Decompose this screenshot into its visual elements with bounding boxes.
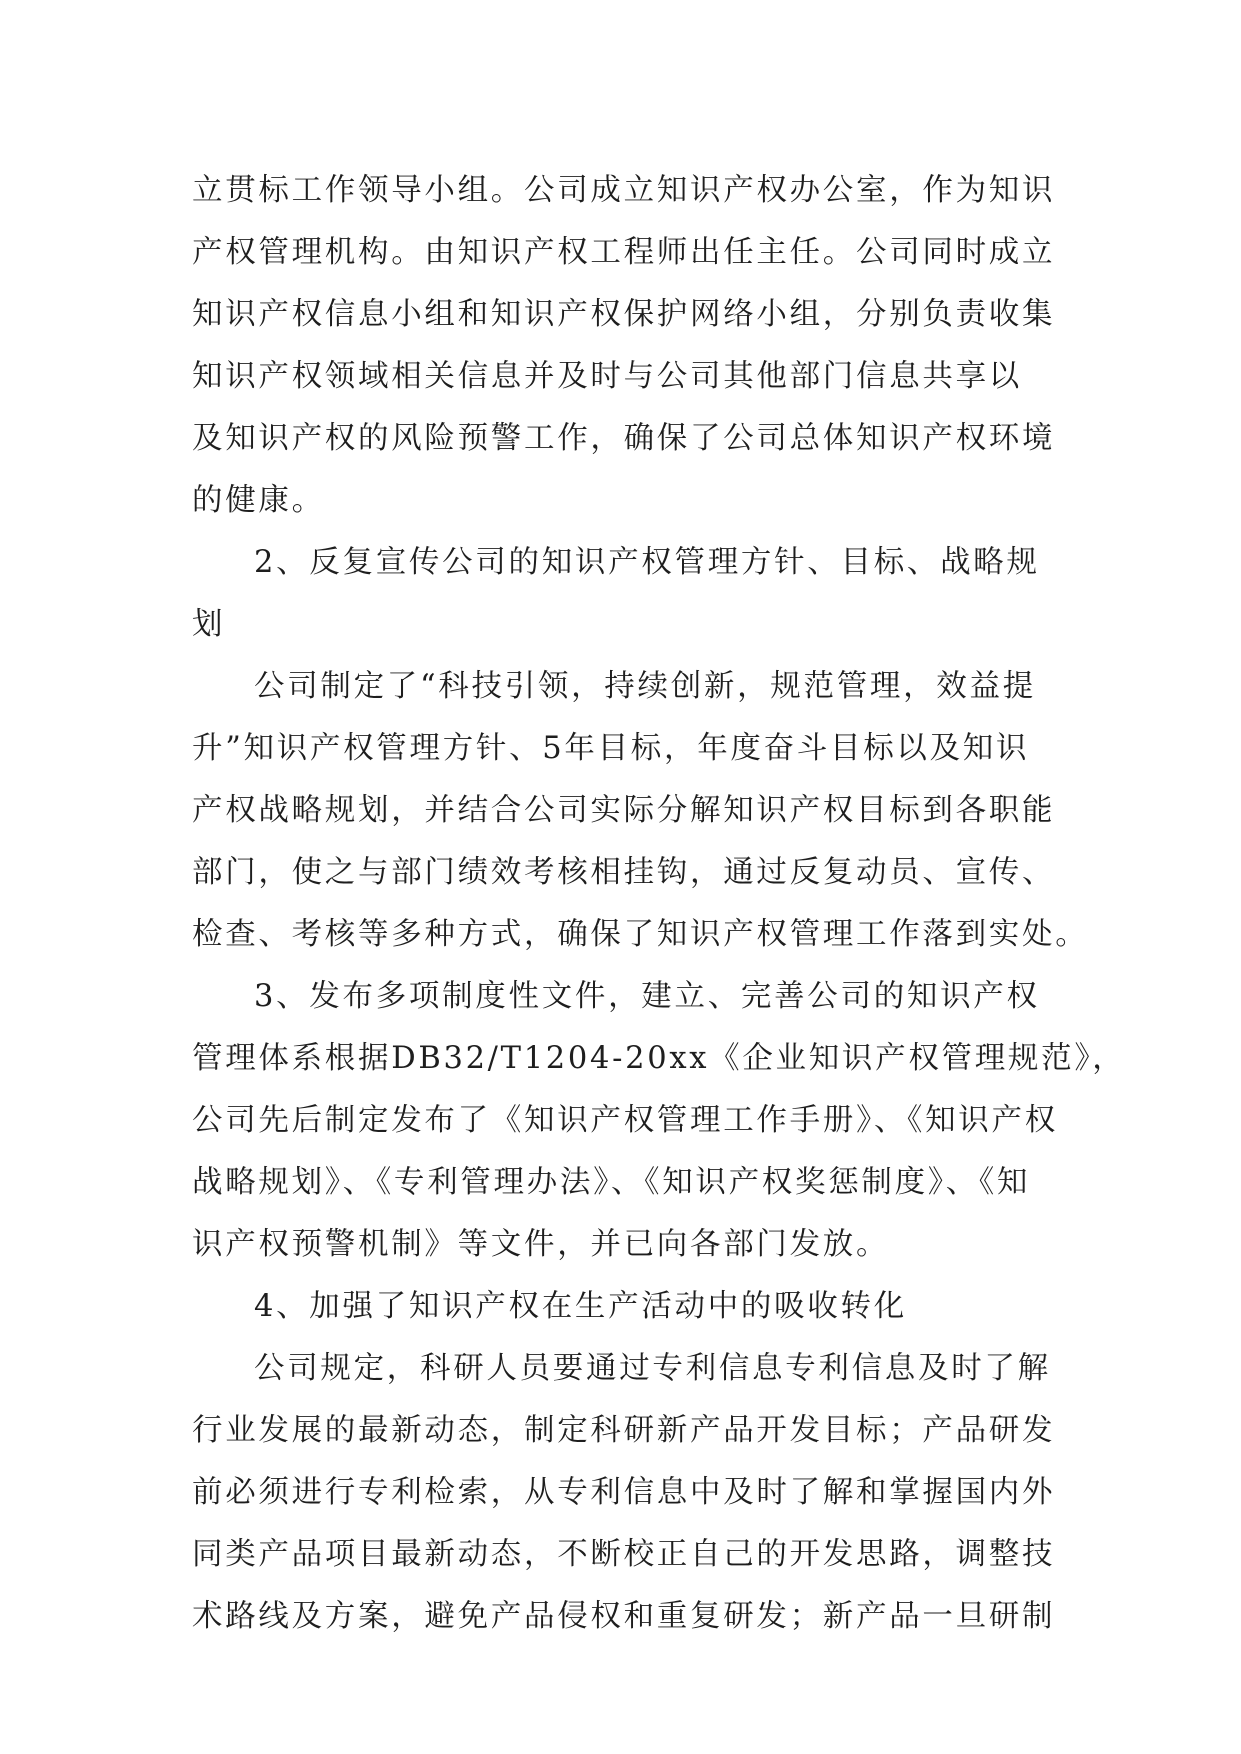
text-line: 检查、考核等多种方式，确保了知识产权管理工作落到实处。	[192, 917, 1089, 952]
section-heading-4: 4、加强了知识产权在生产活动中的吸收转化	[254, 1289, 907, 1324]
text-line: 立贯标工作领导小组。公司成立知识产权办公室，作为知识	[192, 173, 1056, 208]
text-line: 产权战略规划，并结合公司实际分解知识产权目标到各职能	[192, 793, 1056, 828]
text-line: 的健康。	[192, 483, 325, 518]
text-line: 公司先后制定发布了《知识产权管理工作手册》、《知识产权	[192, 1103, 1058, 1138]
paragraph-start: 公司规定，科研人员要通过专利信息专利信息及时了解	[254, 1351, 1051, 1386]
text-line: 术路线及方案，避免产品侵权和重复研发；新产品一旦研制	[192, 1599, 1056, 1634]
text-line: 识产权预警机制》等文件，并已向各部门发放。	[192, 1227, 890, 1262]
text-line: 产权管理机构。由知识产权工程师出任主任。公司同时成立	[192, 235, 1056, 270]
text-line: 战略规划》、《专利管理办法》、《知识产权奖惩制度》、《知	[192, 1165, 1031, 1200]
text-line: 及知识产权的风险预警工作，确保了公司总体知识产权环境	[192, 421, 1056, 456]
text-line: 知识产权信息小组和知识产权保护网络小组，分别负责收集	[192, 297, 1056, 332]
document-page	[192, 160, 1126, 1648]
text-line: 划	[192, 607, 226, 642]
text-line: 部门，使之与部门绩效考核相挂钩，通过反复动员、宣传、	[192, 855, 1056, 890]
text-line: 前必须进行专利检索，从专利信息中及时了解和掌握国内外	[192, 1475, 1056, 1510]
paragraph-start: 公司制定了“科技引领，持续创新，规范管理，效益提	[254, 669, 1036, 704]
text-line: 知识产权领域相关信息并及时与公司其他部门信息共享以	[192, 359, 1022, 394]
section-heading-3: 3、发布多项制度性文件，建立、完善公司的知识产权	[254, 979, 1040, 1014]
text-line: 同类产品项目最新动态，不断校正自己的开发思路，调整技	[192, 1537, 1056, 1572]
text-line: 升”知识产权管理方针、5年目标，年度奋斗目标以及知识	[192, 731, 1030, 766]
section-heading-2: 2、反复宣传公司的知识产权管理方针、目标、战略规	[254, 545, 1040, 580]
text-line: 管理体系根据DB32/T1204-20xx《企业知识产权管理规范》，	[192, 1041, 1126, 1076]
text-line: 行业发展的最新动态，制定科研新产品开发目标；产品研发	[192, 1413, 1056, 1448]
